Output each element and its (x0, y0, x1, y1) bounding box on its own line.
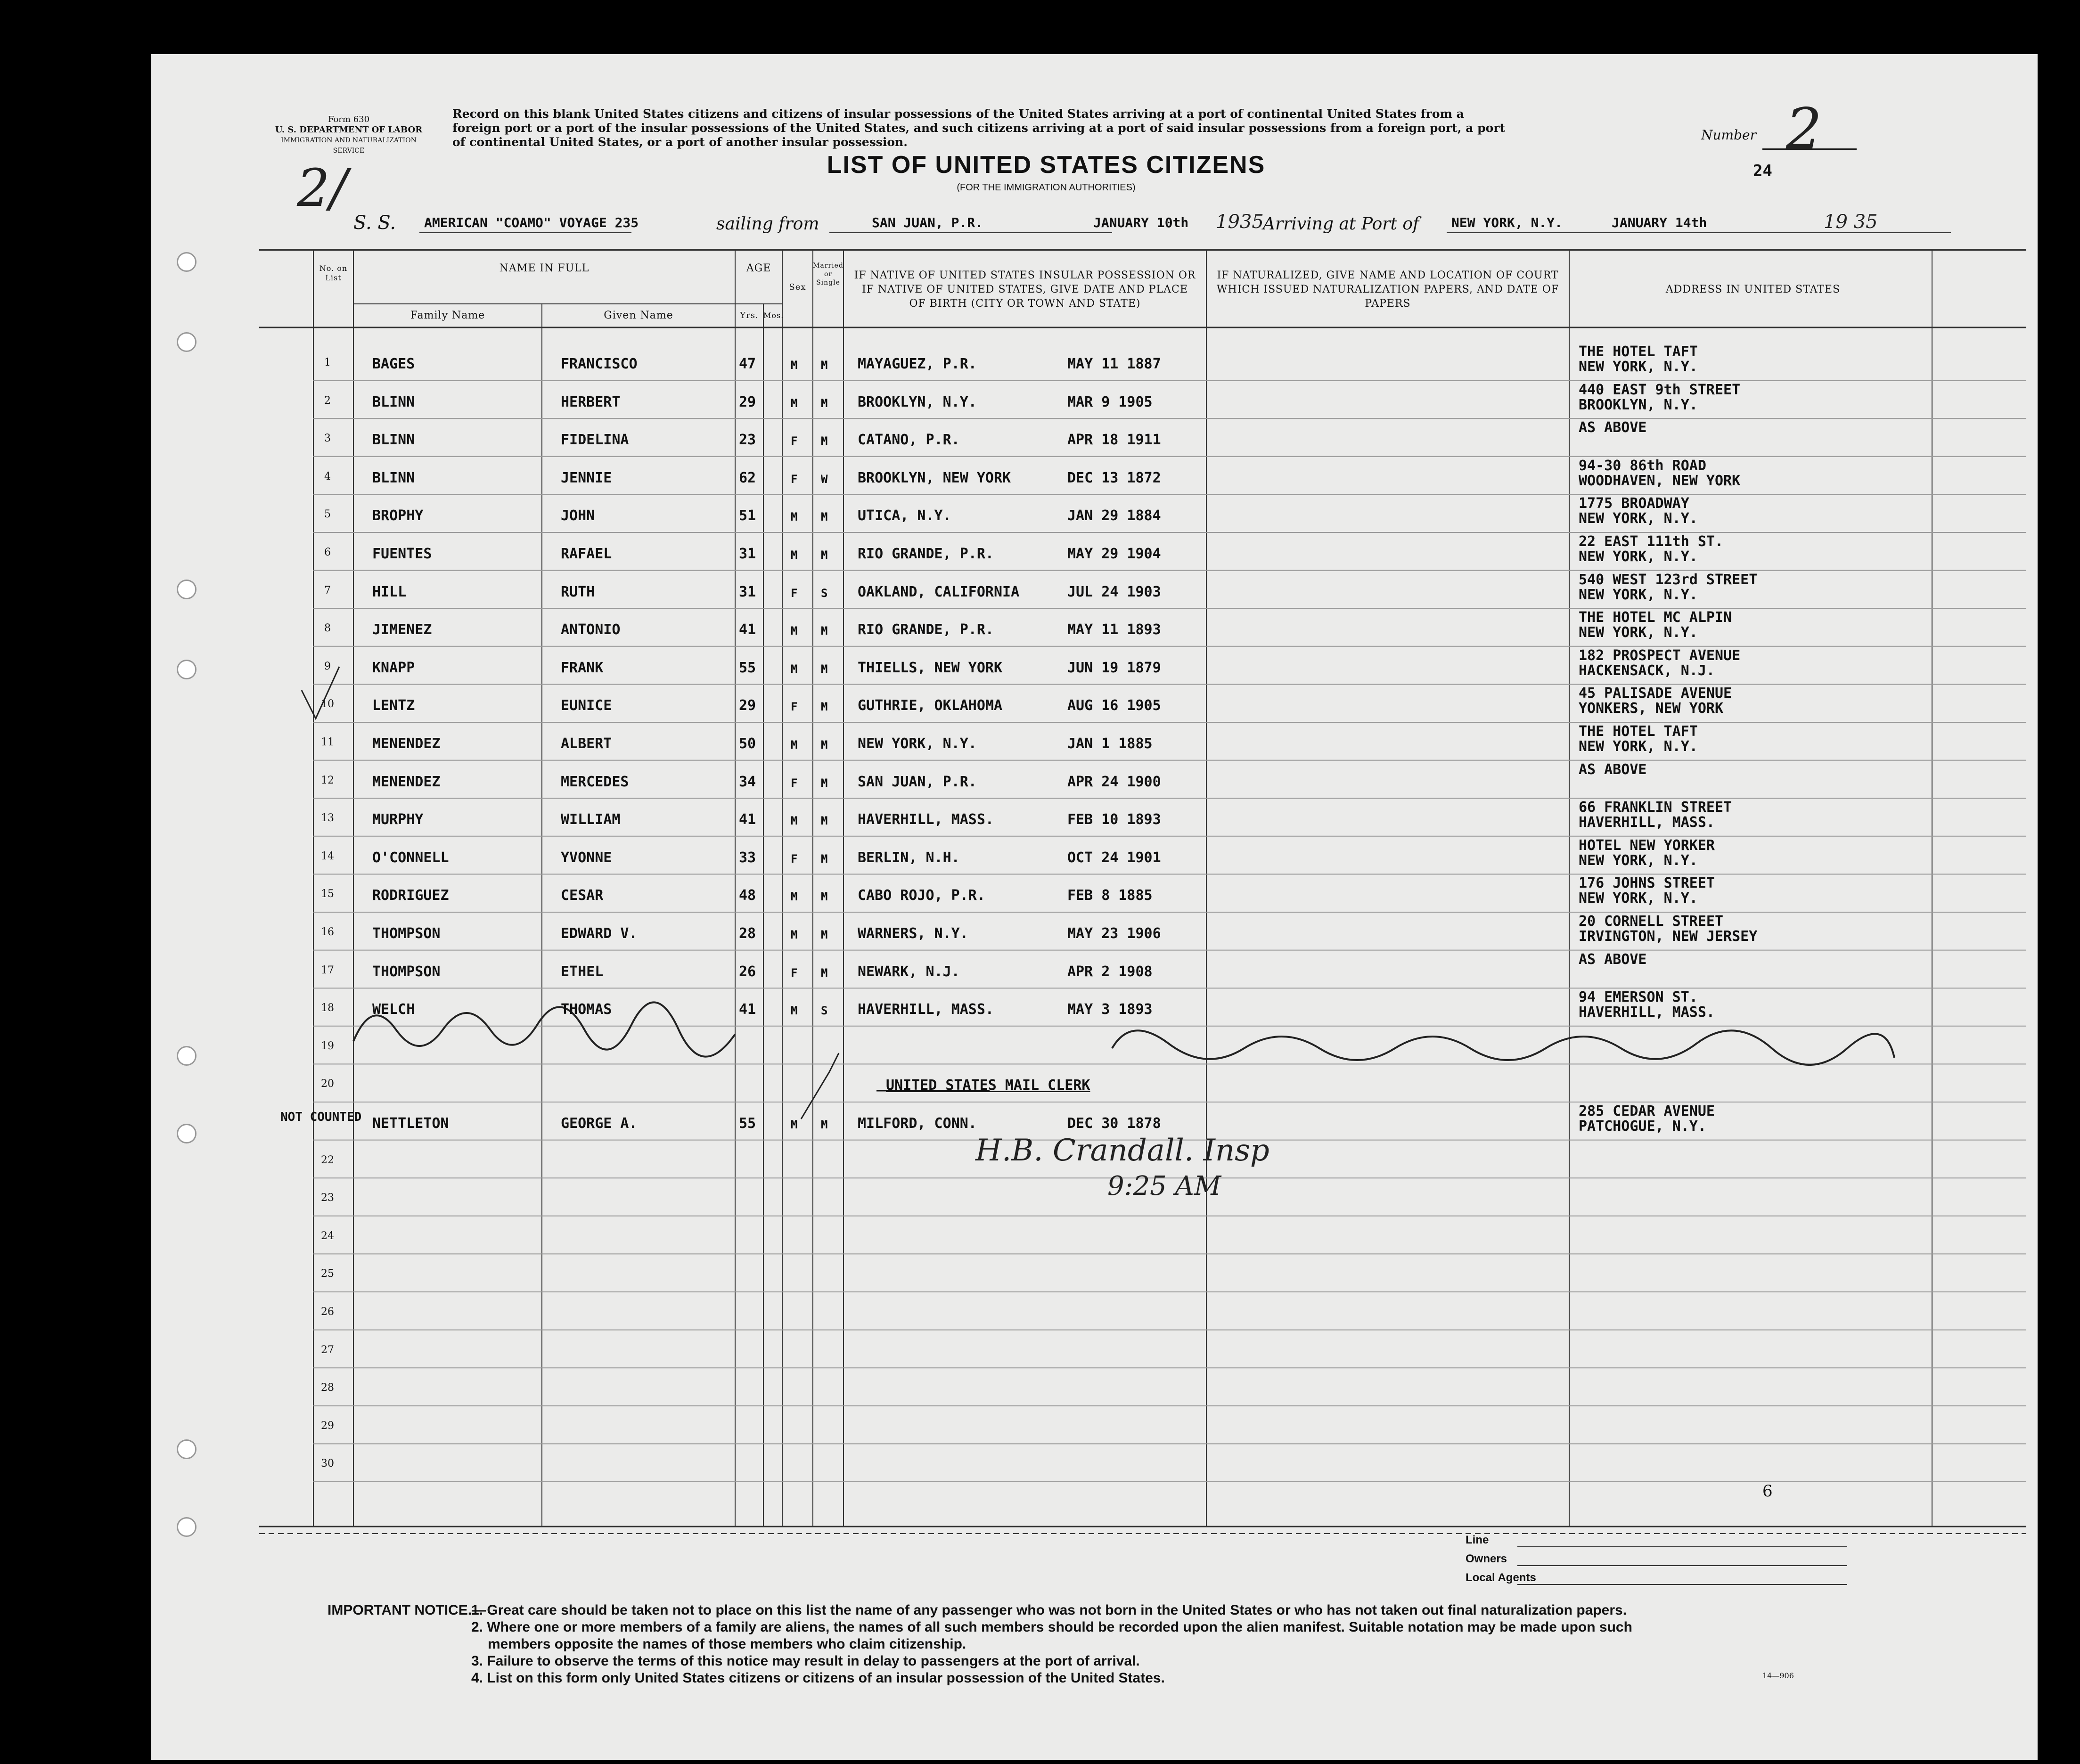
table-row (151, 1406, 2038, 1444)
sex: M (791, 510, 798, 524)
given-name: EDWARD V. (561, 925, 638, 942)
given-name: GEORGE A. (561, 1115, 638, 1132)
section-heading: UNITED STATES MAIL CLERK (886, 1077, 1090, 1094)
page-corner: 6 (1762, 1482, 1773, 1501)
birth-date: APR 2 1908 (1067, 963, 1153, 980)
page-title: LIST OF UNITED STATES CITIZENS (827, 151, 1266, 179)
row-number: 23 (321, 1192, 334, 1204)
row-number: 1 (324, 357, 331, 368)
table-row (151, 494, 2038, 532)
marital-status: M (821, 359, 828, 372)
notice-title: IMPORTANT NOTICE.— (328, 1602, 486, 1618)
family-name: HILL (372, 583, 407, 600)
table-row (151, 343, 2038, 381)
table-row (151, 571, 2038, 609)
address-line-2: NEW YORK, N.Y. (1579, 510, 1698, 527)
age-years: 41 (739, 1001, 756, 1018)
address-line-2: IRVINGTON, NEW JERSEY (1579, 928, 1758, 945)
footer-agents-label: Local Agents (1466, 1571, 1536, 1584)
notice-2: 2. Where one or more members of a family are aliens, the names of all such members should be recorded upon the alien manifest. Suitable notation may be made upon such (471, 1619, 1632, 1635)
ship-name: AMERICAN "COAMO" VOYAGE 235 (424, 215, 639, 230)
address-line-1: 66 FRANKLIN STREET (1579, 799, 1732, 816)
address-line-1: THE HOTEL TAFT (1579, 723, 1698, 740)
given-name: FRANK (561, 659, 604, 676)
row-number: 22 (321, 1154, 334, 1166)
marital-status: M (821, 738, 828, 751)
number-label: Number (1701, 127, 1756, 143)
row-number: 25 (321, 1268, 334, 1280)
address-line-2: BROOKLYN, N.Y. (1579, 396, 1698, 413)
birth-date: FEB 10 1893 (1067, 811, 1161, 828)
address-line-2: PATCHOGUE, N.Y. (1579, 1118, 1706, 1135)
header-birth: IF NATIVE OF UNITED STATES INSULAR POSSESSION OR IF NATIVE OF UNITED STATES, GIVE DATE AND PLACE OF BIRTH (CITY OR TOWN AND STATE) (854, 270, 1196, 310)
manifest-page (151, 54, 2038, 1760)
marital-status: M (821, 890, 828, 904)
birth-date: JAN 1 1885 (1067, 735, 1153, 752)
address-line-2: YONKERS, NEW YORK (1579, 700, 1724, 717)
row-number: 11 (321, 736, 334, 748)
sex: M (791, 1004, 798, 1018)
birth-date: MAR 9 1905 (1067, 393, 1153, 410)
arrival-date: JANUARY 14th (1612, 215, 1707, 230)
header-age: AGE (746, 262, 771, 274)
table-row (151, 1292, 2038, 1330)
birth-date: AUG 16 1905 (1067, 697, 1161, 714)
marital-status: M (821, 966, 828, 980)
row-number: 28 (321, 1382, 334, 1394)
family-name: BLINN (372, 469, 415, 486)
sex: M (791, 928, 798, 941)
table-row (151, 418, 2038, 457)
header-mos: Mos. (763, 311, 784, 320)
address-line-1: THE HOTEL TAFT (1579, 343, 1698, 360)
header-yrs: Yrs. (740, 310, 759, 320)
marital-status: M (821, 434, 828, 448)
sex: M (791, 1118, 798, 1131)
birth-date: MAY 11 1887 (1067, 356, 1161, 372)
number-value: 2 (1786, 97, 1822, 162)
sex: M (791, 890, 798, 904)
age-years: 26 (739, 963, 756, 980)
row-number: 17 (321, 964, 334, 976)
row-number: 5 (324, 508, 331, 521)
marital-status: M (821, 700, 828, 714)
age-years: 50 (739, 735, 756, 752)
address-line-1: 94 EMERSON ST. (1579, 989, 1698, 1006)
age-years: 29 (739, 697, 756, 714)
address-line-1: AS ABOVE (1579, 419, 1647, 436)
depart-date: JANUARY 10th (1093, 215, 1189, 230)
sex: F (791, 776, 798, 790)
marital-status: W (821, 472, 828, 486)
sex: F (791, 966, 798, 980)
address-line-1: AS ABOVE (1579, 761, 1647, 778)
marital-status: M (821, 776, 828, 790)
form-code: 14—906 (1762, 1671, 1794, 1680)
family-name: LENTZ (372, 697, 415, 714)
notice-2-cont: members opposite the names of those members who claim citizenship. (488, 1636, 966, 1652)
birth-place: RIO GRANDE, P.R. (858, 546, 994, 562)
address-line-1: 20 CORNELL STREET (1579, 913, 1724, 930)
table-row (151, 760, 2038, 799)
age-years: 31 (739, 583, 756, 600)
header-naturalized: IF NATURALIZED, GIVE NAME AND LOCATION OF COURT WHICH ISSUED NATURALIZATION PAPERS, AND DATE OF PAPERS (1216, 270, 1559, 310)
notice-4: 4. List on this form only United States citizens or citizens of an insular possession of the United States. (471, 1670, 1165, 1686)
address-line-2: WOODHAVEN, NEW YORK (1579, 472, 1741, 489)
row-number: 24 (321, 1230, 334, 1242)
inspector-time: 9:25 AM (1107, 1171, 1221, 1201)
marital-status: M (821, 928, 828, 941)
row-number: 14 (321, 850, 334, 862)
given-name: FIDELINA (561, 432, 629, 449)
ss-label: S. S. (353, 212, 396, 234)
sex: M (791, 359, 798, 372)
given-name: THOMAS (561, 1001, 612, 1018)
birth-place: SAN JUAN, P.R. (858, 773, 977, 790)
family-name: KNAPP (372, 659, 415, 676)
address-line-2: HAVERHILL, MASS. (1579, 814, 1715, 831)
age-years: 55 (739, 659, 756, 676)
birth-place: RIO GRANDE, P.R. (858, 621, 994, 638)
row-number: 26 (321, 1306, 334, 1318)
family-name: WELCH (372, 1001, 415, 1018)
address-line-2: NEW YORK, N.Y. (1579, 624, 1698, 641)
header-name: NAME IN FULL (499, 262, 590, 274)
birth-place: WARNERS, N.Y. (858, 925, 968, 942)
table-row (151, 646, 2038, 685)
address-line-1: 285 CEDAR AVENUE (1579, 1103, 1715, 1119)
sex: M (791, 662, 798, 676)
address-line-1: 45 PALISADE AVENUE (1579, 685, 1732, 702)
row-number: 13 (321, 812, 334, 825)
address-line-2: NEW YORK, N.Y. (1579, 852, 1698, 869)
given-name: ALBERT (561, 735, 612, 752)
table-row (151, 1254, 2038, 1292)
given-name: JOHN (561, 507, 595, 524)
marital-status: M (821, 814, 828, 828)
inspector-signature: H.B. Crandall. Insp (975, 1133, 1269, 1168)
sex: M (791, 814, 798, 828)
address-line-2: NEW YORK, N.Y. (1579, 738, 1698, 755)
birth-place: NEWARK, N.J. (858, 963, 960, 980)
table-row (151, 988, 2038, 1026)
row-number: 4 (324, 470, 331, 482)
marital-status: M (821, 1118, 828, 1131)
marital-status: S (821, 586, 828, 600)
address-line-1: AS ABOVE (1579, 951, 1647, 968)
family-name: THOMPSON (372, 925, 441, 942)
table-row (151, 684, 2038, 722)
family-name: RODRIGUEZ (372, 887, 449, 904)
header-sex: Sex (789, 282, 806, 292)
given-name: CESAR (561, 887, 604, 904)
given-name: RAFAEL (561, 546, 612, 562)
given-name: FRANCISCO (561, 356, 638, 372)
sex: F (791, 472, 798, 486)
address-line-2: NEW YORK, N.Y. (1579, 890, 1698, 907)
notice-3: 3. Failure to observe the terms of this notice may result in delay to passengers at the port of arrival. (471, 1653, 1140, 1669)
birth-place: NEW YORK, N.Y. (858, 735, 977, 752)
address-line-2: NEW YORK, N.Y. (1579, 548, 1698, 565)
arrival-year: 19 35 (1824, 211, 1878, 233)
table-row (151, 912, 2038, 950)
table-row (151, 1064, 2038, 1102)
birth-date: APR 24 1900 (1067, 773, 1161, 790)
table-row (151, 1368, 2038, 1406)
birth-place: BROOKLYN, NEW YORK (858, 469, 1011, 486)
birth-date: MAY 29 1904 (1067, 546, 1161, 562)
address-line-2: HAVERHILL, MASS. (1579, 1004, 1715, 1021)
row-number: 9 (324, 660, 331, 672)
given-name: ANTONIO (561, 621, 621, 638)
sex: M (791, 548, 798, 562)
address-line-1: 94-30 86th ROAD (1579, 457, 1706, 474)
instructions: Record on this blank United States citizens and citizens of insular possessions of the United States arriving at a port of continental United States from a foreign port or a port of the insular possessions of the United States, and such citizens arriving at a port of said insular possessions from a foreign port, a port of continental United States, or a port of another insular possession. (452, 107, 1505, 149)
depart-year: 1935 (1216, 211, 1264, 233)
birth-date: OCT 24 1901 (1067, 849, 1161, 866)
birth-place: OAKLAND, CALIFORNIA (858, 583, 1020, 600)
family-name: FUENTES (372, 546, 432, 562)
given-name: JENNIE (561, 469, 612, 486)
table-row (151, 874, 2038, 912)
age-years: 41 (739, 621, 756, 638)
header-married: Married or Single (813, 262, 843, 286)
row-number: 30 (321, 1458, 334, 1470)
table-row (151, 608, 2038, 646)
birth-date: DEC 30 1878 (1067, 1115, 1161, 1132)
age-years: 55 (739, 1115, 756, 1132)
given-name: RUTH (561, 583, 595, 600)
table-row (151, 1444, 2038, 1482)
notice-1: 1. Great care should be taken not to place on this list the name of any passenger who was not born in the United States or who has not taken out final naturalization papers. (471, 1602, 1627, 1618)
family-name: JIMENEZ (372, 621, 432, 638)
address-line-1: 1775 BROADWAY (1579, 495, 1689, 512)
address-line-1: 440 EAST 9th STREET (1579, 381, 1741, 398)
family-name: MENENDEZ (372, 773, 441, 790)
birth-date: JUN 19 1879 (1067, 659, 1161, 676)
margin-mark: 2/ (297, 158, 348, 218)
from-port: SAN JUAN, P.R. (872, 215, 983, 230)
birth-place: CATANO, P.R. (858, 432, 960, 449)
age-years: 41 (739, 811, 756, 828)
marital-status: M (821, 624, 828, 638)
age-years: 51 (739, 507, 756, 524)
address-line-1: 176 JOHNS STREET (1579, 875, 1715, 892)
birth-place: CABO ROJO, P.R. (858, 887, 985, 904)
row-number: 7 (324, 584, 331, 596)
marital-status: M (821, 396, 828, 410)
family-name: MURPHY (372, 811, 424, 828)
birth-place: BERLIN, N.H. (858, 849, 960, 866)
given-name: EUNICE (561, 697, 612, 714)
age-years: 29 (739, 393, 756, 410)
header-no: No. on List (319, 264, 348, 282)
age-years: 48 (739, 887, 756, 904)
not-counted-note: NOT COUNTED (280, 1110, 362, 1124)
row-number: 15 (321, 888, 334, 900)
birth-date: FEB 8 1885 (1067, 887, 1153, 904)
sex: F (791, 434, 798, 448)
header-address: ADDRESS IN UNITED STATES (1665, 284, 1841, 295)
address-line-2: NEW YORK, N.Y. (1579, 586, 1698, 603)
table-row (151, 457, 2038, 495)
table-row (151, 1216, 2038, 1254)
table-row (151, 1026, 2038, 1064)
table-row (151, 722, 2038, 760)
row-number: 6 (324, 547, 331, 558)
age-years: 28 (739, 925, 756, 942)
header-given: Given Name (604, 310, 673, 321)
stamp-number: 24 (1753, 162, 1772, 180)
birth-place: HAVERHILL, MASS. (858, 1001, 994, 1018)
birth-date: MAY 23 1906 (1067, 925, 1161, 942)
header-family: Family Name (410, 310, 485, 321)
family-name: MENENDEZ (372, 735, 441, 752)
sex: M (791, 738, 798, 751)
age-years: 31 (739, 546, 756, 562)
marital-status: M (821, 510, 828, 524)
sex: F (791, 852, 798, 866)
sailing-label: sailing from (716, 214, 819, 234)
birth-place: UTICA, N.Y. (858, 507, 951, 524)
sex: F (791, 700, 798, 714)
form-id: Form 630 U. S. DEPARTMENT OF LABOR IMMIGRATION AND NATURALIZATION SERVICE (275, 114, 423, 155)
birth-date: APR 18 1911 (1067, 432, 1161, 449)
family-name: BAGES (372, 356, 415, 372)
given-name: MERCEDES (561, 773, 629, 790)
row-number: 29 (321, 1420, 334, 1432)
birth-place: BROOKLYN, N.Y. (858, 393, 977, 410)
birth-place: THIELLS, NEW YORK (858, 659, 1003, 676)
family-name: O'CONNELL (372, 849, 449, 866)
address-line-1: 22 EAST 111th ST. (1579, 533, 1724, 550)
table-row (151, 1330, 2038, 1368)
address-line-1: THE HOTEL MC ALPIN (1579, 609, 1732, 626)
marital-status: S (821, 1004, 828, 1018)
birth-place: MAYAGUEZ, P.R. (858, 356, 977, 372)
birth-place: HAVERHILL, MASS. (858, 811, 994, 828)
birth-date: JAN 29 1884 (1067, 507, 1161, 524)
row-number: 3 (324, 433, 331, 445)
sex: M (791, 624, 798, 638)
row-number: 12 (321, 774, 334, 786)
family-name: BROPHY (372, 507, 424, 524)
address-line-1: HOTEL NEW YORKER (1579, 837, 1715, 854)
arriving-label: Arriving at Port of (1263, 214, 1419, 234)
address-line-2: HACKENSACK, N.J. (1579, 662, 1715, 679)
sex: M (791, 396, 798, 410)
row-number: 10 (321, 698, 334, 710)
table-row (151, 798, 2038, 836)
birth-place: MILFORD, CONN. (858, 1115, 977, 1132)
marital-status: M (821, 852, 828, 866)
birth-date: DEC 13 1872 (1067, 469, 1161, 486)
row-number: 2 (324, 394, 331, 407)
row-number: 16 (321, 926, 334, 938)
age-years: 47 (739, 356, 756, 372)
table-row (151, 950, 2038, 988)
sex: F (791, 586, 798, 600)
family-name: NETTLETON (372, 1115, 449, 1132)
age-years: 33 (739, 849, 756, 866)
footer-line-label: Line (1466, 1534, 1489, 1546)
birth-date: JUL 24 1903 (1067, 583, 1161, 600)
address-line-1: 182 PROSPECT AVENUE (1579, 647, 1741, 664)
marital-status: M (821, 548, 828, 562)
birth-place: GUTHRIE, OKLAHOMA (858, 697, 1003, 714)
row-number: 18 (321, 1002, 334, 1014)
family-name: BLINN (372, 393, 415, 410)
given-name: HERBERT (561, 393, 621, 410)
row-number: 27 (321, 1344, 334, 1356)
table-row (151, 381, 2038, 419)
age-years: 62 (739, 469, 756, 486)
table-row (151, 1178, 2038, 1216)
row-number: 8 (324, 622, 331, 635)
age-years: 23 (739, 432, 756, 449)
address-line-1: 540 WEST 123rd STREET (1579, 571, 1758, 588)
birth-date: MAY 11 1893 (1067, 621, 1161, 638)
given-name: WILLIAM (561, 811, 621, 828)
table-row (151, 836, 2038, 874)
arrival-port: NEW YORK, N.Y. (1451, 215, 1563, 230)
birth-date: MAY 3 1893 (1067, 1001, 1153, 1018)
row-number: 19 (321, 1040, 334, 1052)
table-row (151, 532, 2038, 571)
footer-owners-label: Owners (1466, 1552, 1507, 1565)
family-name: THOMPSON (372, 963, 441, 980)
given-name: ETHEL (561, 963, 604, 980)
family-name: BLINN (372, 432, 415, 449)
address-line-2: NEW YORK, N.Y. (1579, 359, 1698, 375)
row-number: 20 (321, 1078, 334, 1090)
age-years: 34 (739, 773, 756, 790)
given-name: YVONNE (561, 849, 612, 866)
page-subtitle: (FOR THE IMMIGRATION AUTHORITIES) (957, 182, 1136, 193)
marital-status: M (821, 662, 828, 676)
